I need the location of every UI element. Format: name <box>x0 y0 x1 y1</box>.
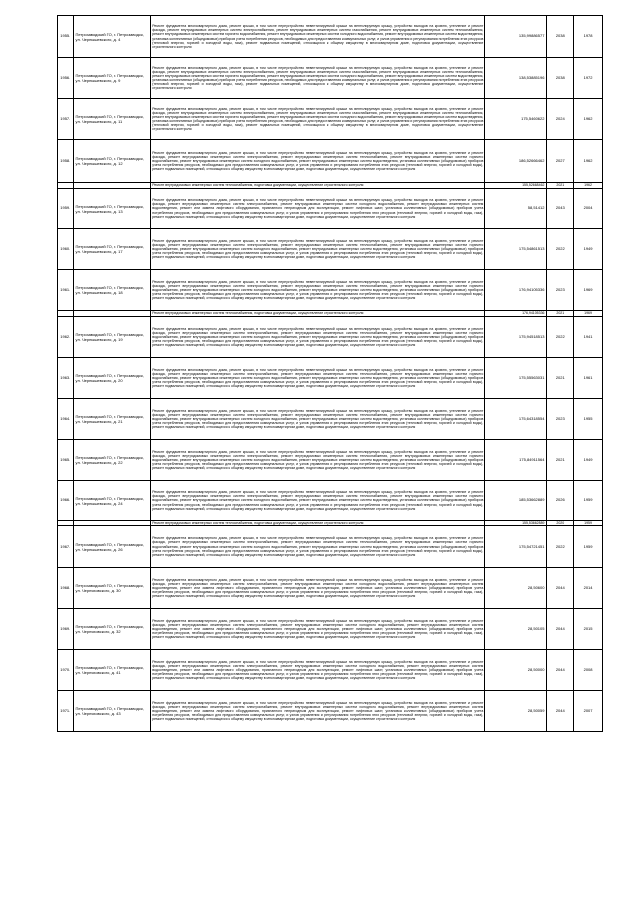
table-row <box>58 58 603 99</box>
table-row <box>58 140 603 183</box>
build-year-cell: 1955 <box>574 399 603 440</box>
work-types-cell: Ремонт фундамента многоквартирного дома, ремонт крыши, в том числе переустройство невентилируемой крыши на вентилируемую крышу, устройство выходов на кровлю, утепление и ремонт фасада, ремонт внутридомовых инженерных систем электроснабжения, ремонт внутридомовых инженерных систем газоснабжения, ремонт внутридомовых инженерных систем теплоснабжения, ремонт внутридомовых инженерных систем горячего водоснабжения, ремонт внутридомовых инженерных систем холодного водоснабжения, ремонт внутридомовых инженерных систем водоотведения, установка коллективных (общедомовых) приборов учета потребления ресурсов, необходимых для предоставления коммунальных услуг, и узлов управления и регулирования потребления этих ресурсов (тепловой энергии, горячей и холодной воды, газа), ремонт подвальных помещений, относящихся к общему имуществу в многоквартирном доме, подготовка документации, осуществление строительного контроля <box>151 99 485 140</box>
row-number-cell: 1967. <box>58 526 74 568</box>
address-cell: Петрозаводский ГО, г. Петрозаводск, ул. Чернышевского, д. 24 <box>73 481 151 521</box>
planned-year-cell: 2021 <box>547 440 574 481</box>
table-row <box>58 317 603 358</box>
planned-year-cell: 2044 <box>547 609 574 650</box>
row-number-cell: 1966. <box>58 481 74 521</box>
row-number-cell: 1959. <box>58 189 74 229</box>
planned-year-cell: 2026 <box>547 481 574 521</box>
address-cell: Петрозаводский ГО, г. Петрозаводск, ул. Чернышевского, д. 11 <box>73 99 151 140</box>
work-types-cell: Ремонт фундамента многоквартирного дома, ремонт крыши, в том числе переустройство невентилируемой крыши на вентилируемую крышу, устройство выходов на кровлю, утепление и ремонт фасада, ремонт внутридомовых инженерных систем электроснабжения, ремонт внутридомовых инженерных систем теплоснабжения, ремонт внутридомовых инженерных систем горячего водоснабжения, ремонт внутридомовых инженерных систем холодного водоснабжения, ремонт внутридомовых инженерных систем водоотведения, установка коллективных (общедомовых) приборов учета потребления ресурсов, необходимых для предоставления коммунальных услуг, и узлов управления и регулирования потребления этих ресурсов (тепловой энергии, горячей и холодной воды), ремонт подвальных помещений, относящихся к общему имуществу в многоквартирном доме, подготовка документации, осуществление строительного контроля <box>151 229 485 270</box>
row-number-cell: 1958. <box>58 140 74 183</box>
row-number-cell: 1963. <box>58 358 74 399</box>
cost-cell: 175,55563031 <box>485 358 547 399</box>
row-number-cell: 1962. <box>58 317 74 358</box>
build-year-cell: 1962 <box>574 183 603 189</box>
row-number-cell: 1960. <box>58 229 74 270</box>
build-year-cell: 1949 <box>574 440 603 481</box>
work-types-cell: Ремонт фундамента многоквартирного дома, ремонт крыши, в том числе переустройство невентилируемой крыши на вентилируемую крышу, устройство выходов на кровлю, утепление и ремонт фасада, ремонт внутридомовых инженерных систем электроснабжения, ремонт внутридомовых инженерных систем теплоснабжения, ремонт внутридомовых инженерных систем горячего водоснабжения, ремонт внутридомовых инженерных систем холодного водоснабжения, ремонт внутридомовых инженерных систем водоотведения, установка коллективных (общедомовых) приборов учета потребления ресурсов, необходимых для предоставления коммунальных услуг, и узлов управления и регулирования потребления этих ресурсов (тепловой энергии, горячей и холодной воды), ремонт подвальных помещений, относящихся к общему имуществу в многоквартирном доме, подготовка документации, осуществление строительного контроля <box>151 481 485 521</box>
work-types-cell: Ремонт внутридомовых инженерных систем теплоснабжения, подготовка документации, осуществление строительного контроля <box>151 183 485 189</box>
planned-year-cell: 2043 <box>547 189 574 229</box>
table-row <box>58 568 603 609</box>
row-number-cell: 1964. <box>58 399 74 440</box>
address-cell: Петрозаводский ГО, г. Петрозаводск, ул. Черняховского, д. 41 <box>73 650 151 691</box>
work-types-cell: Ремонт фундамента многоквартирного дома, ремонт крыши, в том числе переустройство невентилируемой крыши на вентилируемую крышу, устройство выходов на кровлю, утепление и ремонт фасада, ремонт внутридомовых инженерных систем электроснабжения, ремонт внутридомовых инженерных систем теплоснабжения, ремонт внутридомовых инженерных систем горячего водоснабжения, ремонт внутридомовых инженерных систем холодного водоснабжения, ремонт внутридомовых инженерных систем водоотведения, установка коллективных (общедомовых) приборов учета потребления ресурсов, необходимых для предоставления коммунальных услуг, и узлов управления и регулирования потребления этих ресурсов (тепловой энергии, горячей и холодной воды), ремонт подвальных помещений, относящихся к общему имуществу в многоквартирном доме, подготовка документации, осуществление строительного контроля <box>151 317 485 358</box>
table-row <box>58 358 603 399</box>
build-year-cell: 1959 <box>574 521 603 526</box>
row-number-cell: 1955. <box>58 16 74 58</box>
address-cell: Петрозаводский ГО, г. Петрозаводск, ул. Чернышевского, д. 13 <box>73 189 151 229</box>
work-types-cell: Ремонт фундамента многоквартирного дома, ремонт крыши, в том числе переустройство невентилируемой крыши на вентилируемую крышу, устройство выходов на кровлю, утепление и ремонт фасада, ремонт внутридомовых инженерных систем электроснабжения, ремонт внутридомовых инженерных систем холодного водоснабжения, ремонт внутридомовых инженерных систем водоотведения, ремонт или замена лифтового оборудования, признанного непригодным для эксплуатации, ремонт лифтовых шахт, установка коллективных (общедомовых) приборов учета потребления ресурсов, необходимых для предоставления коммунальных услуг, и узлов управления и регулирования потребления этих ресурсов (тепловой энергии, горячей и холодной воды, газа), ремонт подвальных помещений, относящихся к общему имуществу в многоквартирном доме, подготовка документации, осуществление строительного контроля <box>151 568 485 609</box>
table-row <box>58 691 603 732</box>
build-year-cell: 1949 <box>574 229 603 270</box>
address-cell: Петрозаводский ГО, г. Петрозаводск, ул. Чернышевского, д. 12 <box>73 140 151 183</box>
table-row <box>58 229 603 270</box>
planned-year-cell: 2021 <box>547 183 574 189</box>
build-year-cell: 1969 <box>574 270 603 311</box>
address-cell: Петрозаводский ГО, г. Петрозаводск, ул. Чернышевского, д. 21 <box>73 399 151 440</box>
cost-cell: 175,5460622 <box>485 99 547 140</box>
build-year-cell: 2014 <box>574 568 603 609</box>
address-cell: Петрозаводский ГО, г. Петрозаводск, ул. Чернышевского, д. 26 <box>73 526 151 568</box>
build-year-cell: 2008 <box>574 650 603 691</box>
table-row <box>58 399 603 440</box>
work-types-cell: Ремонт фундамента многоквартирного дома, ремонт крыши, в том числе переустройство невентилируемой крыши на вентилируемую крышу, устройство выходов на кровлю, утепление и ремонт фасада, ремонт внутридомовых инженерных систем электроснабжения, ремонт внутридомовых инженерных систем теплоснабжения, ремонт внутридомовых инженерных систем горячего водоснабжения, ремонт внутридомовых инженерных систем холодного водоснабжения, ремонт внутридомовых инженерных систем водоотведения, установка коллективных (общедомовых) приборов учета потребления ресурсов, необходимых для предоставления коммунальных услуг, и узлов управления и регулирования потребления этих ресурсов (тепловой энергии, горячей и холодной воды), ремонт подвальных помещений, относящихся к общему имуществу в многоквартирном доме, подготовка документации, осуществление строительного контроля <box>151 440 485 481</box>
work-types-cell: Ремонт внутридомовых инженерных систем теплоснабжения, подготовка документации, осуществление строительного контроля <box>151 521 485 526</box>
address-cell: Петрозаводский ГО, г. Петрозаводск, ул. Чернышевского, д. 20 <box>73 358 151 399</box>
table-row <box>58 440 603 481</box>
planned-year-cell: 2038 <box>547 16 574 58</box>
cost-cell: 138,53885196 <box>485 58 547 99</box>
planned-year-cell: 2021 <box>547 311 574 317</box>
planned-year-cell: 2023 <box>547 270 574 311</box>
build-year-cell: 2015 <box>574 609 603 650</box>
planned-year-cell: 2038 <box>547 58 574 99</box>
row-number-cell: 1956. <box>58 58 74 99</box>
work-types-cell: Ремонт фундамента многоквартирного дома, ремонт крыши, в том числе переустройство невентилируемой крыши на вентилируемую крышу, устройство выходов на кровлю, утепление и ремонт фасада, ремонт внутридомовых инженерных систем электроснабжения, ремонт внутридомовых инженерных систем холодного водоснабжения, ремонт внутридомовых инженерных систем водоотведения, ремонт или замена лифтового оборудования, признанного непригодным для эксплуатации, ремонт лифтовых шахт, установка коллективных (общедомовых) приборов учета потребления ресурсов, необходимых для предоставления коммунальных услуг, и узлов управления и регулирования потребления этих ресурсов (тепловой энергии, горячей и холодной воды, газа), ремонт подвальных помещений, относящихся к общему имуществу в многоквартирном доме, подготовка документации, осуществление строительного контроля <box>151 691 485 732</box>
row-number-cell: 1969. <box>58 609 74 650</box>
build-year-cell: 1959 <box>574 481 603 521</box>
work-types-cell: Ремонт фундамента многоквартирного дома, ремонт крыши, в том числе переустройство невентилируемой крыши на вентилируемую крышу, устройство выходов на кровлю, утепление и ремонт фасада, ремонт внутридомовых инженерных систем электроснабжения, ремонт внутридомовых инженерных систем теплоснабжения, ремонт внутридомовых инженерных систем горячего водоснабжения, ремонт внутридомовых инженерных систем холодного водоснабжения, ремонт внутридомовых инженерных систем водоотведения, установка коллективных (общедомовых) приборов учета потребления ресурсов, необходимых для предоставления коммунальных услуг, и узлов управления и регулирования потребления этих ресурсов (тепловой энергии, горячей и холодной воды), ремонт подвальных помещений, относящихся к общему имуществу в многоквартирном доме, подготовка документации, осуществление строительного контроля <box>151 399 485 440</box>
planned-year-cell: 2044 <box>547 691 574 732</box>
cost-cell: 175,94518513 <box>485 317 547 358</box>
row-number-cell: 1970. <box>58 650 74 691</box>
planned-year-cell: 2020 <box>547 521 574 526</box>
address-cell: Петрозаводский ГО, г. Петрозаводск, ул. Чернышевского, д. 22 <box>73 440 151 481</box>
row-number-cell: 1957. <box>58 99 74 140</box>
build-year-cell: 1969 <box>574 311 603 317</box>
work-types-cell: Ремонт фундамента многоквартирного дома, ремонт крыши, в том числе переустройство невентилируемой крыши на вентилируемую крышу, устройство выходов на кровлю, утепление и ремонт фасада, ремонт внутридомовых инженерных систем электроснабжения, ремонт внутридомовых инженерных систем теплоснабжения, ремонт внутридомовых инженерных систем горячего водоснабжения, ремонт внутридомовых инженерных систем холодного водоснабжения, ремонт внутридомовых инженерных систем водоотведения, установка коллективных (общедомовых) приборов учета потребления ресурсов, необходимых для предоставления коммунальных услуг, и узлов управления и регулирования потребления этих ресурсов (тепловой энергии, горячей и холодной воды), ремонт подвальных помещений, относящихся к общему имуществу в многоквартирном доме, подготовка документации, осуществление строительного контроля <box>151 270 485 311</box>
planned-year-cell: 2022 <box>547 229 574 270</box>
planned-year-cell: 2044 <box>547 568 574 609</box>
cost-cell: 185,53662889 <box>485 481 547 521</box>
planned-year-cell: 2044 <box>547 650 574 691</box>
planned-year-cell: 2023 <box>547 399 574 440</box>
build-year-cell: 1978 <box>574 16 603 58</box>
cost-cell: 155,53662889 <box>485 521 547 526</box>
work-types-cell: Ремонт фундамента многоквартирного дома, ремонт крыши, в том числе переустройство невентилируемой крыши на вентилируемую крышу, устройство выходов на кровлю, утепление и ремонт фасада, ремонт внутридомовых инженерных систем электроснабжения, ремонт внутридомовых инженерных систем холодного водоснабжения, ремонт внутридомовых инженерных систем водоотведения, ремонт или замена лифтового оборудования, признанного непригодным для эксплуатации, ремонт лифтовых шахт, установка коллективных (общедомовых) приборов учета потребления ресурсов, необходимых для предоставления коммунальных услуг, и узлов управления и регулирования потребления этих ресурсов (тепловой энергии, горячей и холодной воды, газа), ремонт подвальных помещений, относящихся к общему имуществу в многоквартирном доме, подготовка документации, осуществление строительного контроля <box>151 189 485 229</box>
planned-year-cell: 2022 <box>547 317 574 358</box>
work-types-cell: Ремонт внутридомовых инженерных систем теплоснабжения, подготовка документации, осуществление строительного контроля <box>151 311 485 317</box>
address-cell: Петрозаводский ГО, г. Петрозаводск, ул. Черняховского, д. 32 <box>73 609 151 650</box>
cost-cell: 28,50600 <box>485 568 547 609</box>
build-year-cell: 2004 <box>574 189 603 229</box>
cost-cell: 28,50000 <box>485 650 547 691</box>
cost-cell: 28,50059 <box>485 691 547 732</box>
table-row <box>58 526 603 568</box>
build-year-cell: 2007 <box>574 691 603 732</box>
planned-year-cell: 2022 <box>547 526 574 568</box>
build-year-cell: 1972 <box>574 58 603 99</box>
work-types-cell: Ремонт фундамента многоквартирного дома, ремонт крыши, в том числе переустройство невентилируемой крыши на вентилируемую крышу, устройство выходов на кровлю, утепление и ремонт фасада, ремонт внутридомовых инженерных систем электроснабжения, ремонт внутридомовых инженерных систем теплоснабжения, ремонт внутридомовых инженерных систем горячего водоснабжения, ремонт внутридомовых инженерных систем холодного водоснабжения, ремонт внутридомовых инженерных систем водоотведения, установка коллективных (общедомовых) приборов учета потребления ресурсов, необходимых для предоставления коммунальных услуг, и узлов управления и регулирования потребления этих ресурсов (тепловой энергии, горячей и холодной воды), ремонт подвальных помещений, относящихся к общему имуществу в многоквартирном доме, подготовка документации, осуществление строительного контроля <box>151 526 485 568</box>
cost-cell: 155,52668462 <box>485 183 547 189</box>
address-cell: Петрозаводский ГО, г. Петрозаводск, ул. Чернышевского, д. 4 <box>73 16 151 58</box>
table-row <box>58 609 603 650</box>
table-row <box>58 481 603 521</box>
cost-cell: 176,94105336 <box>485 270 547 311</box>
cost-cell: 175,54721451 <box>485 526 547 568</box>
cost-cell: 175,64318554 <box>485 399 547 440</box>
cost-cell: 58,51412 <box>485 189 547 229</box>
row-number-cell: 1965. <box>58 440 74 481</box>
work-types-cell: Ремонт фундамента многоквартирного дома, ремонт крыши, в том числе переустройство невентилируемой крыши на вентилируемую крышу, устройство выходов на кровлю, утепление и ремонт фасада, ремонт внутридомовых инженерных систем электроснабжения, ремонт внутридомовых инженерных систем холодного водоснабжения, ремонт внутридомовых инженерных систем водоотведения, ремонт или замена лифтового оборудования, признанного непригодным для эксплуатации, ремонт лифтовых шахт, установка коллективных (общедомовых) приборов учета потребления ресурсов, необходимых для предоставления коммунальных услуг, и узлов управления и регулирования потребления этих ресурсов (тепловой энергии, горячей и холодной воды, газа), ремонт подвальных помещений, относящихся к общему имуществу в многоквартирном доме, подготовка документации, осуществление строительного контроля <box>151 609 485 650</box>
address-cell: Петрозаводский ГО, г. Петрозаводск, ул. Черняховского, д. 43 <box>73 691 151 732</box>
address-cell: Петрозаводский ГО, г. Петрозаводск, ул. Чернышевского, д. 18 <box>73 270 151 311</box>
table-row <box>58 270 603 311</box>
cost-cell: 135,99886577 <box>485 16 547 58</box>
capital-repair-register-table <box>57 15 603 732</box>
build-year-cell: 1962 <box>574 99 603 140</box>
planned-year-cell: 2024 <box>547 99 574 140</box>
work-types-cell: Ремонт фундамента многоквартирного дома, ремонт крыши, в том числе переустройство невентилируемой крыши на вентилируемую крышу, устройство выходов на кровлю, утепление и ремонт фасада, ремонт внутридомовых инженерных систем электроснабжения, ремонт внутридомовых инженерных систем газоснабжения, ремонт внутридомовых инженерных систем теплоснабжения, ремонт внутридомовых инженерных систем горячего водоснабжения, ремонт внутридомовых инженерных систем холодного водоснабжения, ремонт внутридомовых инженерных систем водоотведения, установка коллективных (общедомовых) приборов учета потребления ресурсов, необходимых для предоставления коммунальных услуг, и узлов управления и регулирования потребления этих ресурсов (тепловой энергии, горячей и холодной воды, газа), ремонт подвальных помещений, относящихся к общему имуществу в многоквартирном доме, подготовка документации, осуществление строительного контроля <box>151 58 485 99</box>
row-number-cell: 1961. <box>58 270 74 311</box>
row-number-cell: 1971. <box>58 691 74 732</box>
work-types-cell: Ремонт фундамента многоквартирного дома, ремонт крыши, в том числе переустройство невентилируемой крыши на вентилируемую крышу, устройство выходов на кровлю, утепление и ремонт фасада, ремонт внутридомовых инженерных систем электроснабжения, ремонт внутридомовых инженерных систем теплоснабжения, ремонт внутридомовых инженерных систем горячего водоснабжения, ремонт внутридомовых инженерных систем холодного водоснабжения, ремонт внутридомовых инженерных систем водоотведения, установка коллективных (общедомовых) приборов учета потребления ресурсов, необходимых для предоставления коммунальных услуг, и узлов управления и регулирования потребления этих ресурсов (тепловой энергии, горячей и холодной воды), ремонт подвальных помещений, относящихся к общему имуществу в многоквартирном доме, подготовка документации, осуществление строительного контроля <box>151 358 485 399</box>
planned-year-cell: 2021 <box>547 358 574 399</box>
work-types-cell: Ремонт фундамента многоквартирного дома, ремонт крыши, в том числе переустройство невентилируемой крыши на вентилируемую крышу, устройство выходов на кровлю, утепление и ремонт фасада, ремонт внутридомовых инженерных систем электроснабжения, ремонт внутридомовых инженерных систем холодного водоснабжения, ремонт внутридомовых инженерных систем водоотведения, ремонт или замена лифтового оборудования, признанного непригодным для эксплуатации, ремонт лифтовых шахт, установка коллективных (общедомовых) приборов учета потребления ресурсов, необходимых для предоставления коммунальных услуг, и узлов управления и регулирования потребления этих ресурсов (тепловой энергии, горячей и холодной воды, газа), ремонт подвальных помещений, относящихся к общему имуществу в многоквартирном доме, подготовка документации, осуществление строительного контроля <box>151 650 485 691</box>
table-row <box>58 189 603 229</box>
work-types-cell: Ремонт фундамента многоквартирного дома, ремонт крыши, в том числе переустройство невентилируемой крыши на вентилируемую крышу, устройство выходов на кровлю, утепление и ремонт фасада, ремонт внутридомовых инженерных систем электроснабжения, ремонт внутридомовых инженерных систем газоснабжения, ремонт внутридомовых инженерных систем теплоснабжения, ремонт внутридомовых инженерных систем горячего водоснабжения, ремонт внутридомовых инженерных систем холодного водоснабжения, ремонт внутридомовых инженерных систем водоотведения, установка коллективных (общедомовых) приборов учета потребления ресурсов, необходимых для предоставления коммунальных услуг, и узлов управления и регулирования потребления этих ресурсов (тепловой энергии, горячей и холодной воды, газа), ремонт подвальных помещений, относящихся к общему имуществу в многоквартирном доме, подготовка документации, осуществление строительного контроля <box>151 16 485 58</box>
address-cell: Петрозаводский ГО, г. Петрозаводск, ул. Чернышевского, д. 9 <box>73 58 151 99</box>
row-number-cell: 1968. <box>58 568 74 609</box>
table-row <box>58 650 603 691</box>
build-year-cell: 1941 <box>574 317 603 358</box>
address-cell: Петрозаводский ГО, г. Петрозаводск, ул. Черняховского, д. 30 <box>73 568 151 609</box>
planned-year-cell: 2027 <box>547 140 574 183</box>
address-cell: Петрозаводский ГО, г. Петрозаводск, ул. Чернышевского, д. 17 <box>73 229 151 270</box>
build-year-cell: 1959 <box>574 526 603 568</box>
cost-cell: 175,84911564 <box>485 440 547 481</box>
build-year-cell: 1962 <box>574 140 603 183</box>
cost-cell: 175,54861513 <box>485 229 547 270</box>
cost-cell: 28,50105 <box>485 609 547 650</box>
build-year-cell: 1961 <box>574 358 603 399</box>
work-types-cell: Ремонт фундамента многоквартирного дома, ремонт крыши, в том числе переустройство невентилируемой крыши на вентилируемую крышу, устройство выходов на кровлю, утепление и ремонт фасада, ремонт внутридомовых инженерных систем электроснабжения, ремонт внутридомовых инженерных систем теплоснабжения, ремонт внутридомовых инженерных систем горячего водоснабжения, ремонт внутридомовых инженерных систем холодного водоснабжения, ремонт внутридомовых инженерных систем водоотведения, установка коллективных (общедомовых) приборов учета потребления ресурсов, необходимых для предоставления коммунальных услуг, и узлов управления и регулирования потребления этих ресурсов (тепловой энергии, горячей и холодной воды), ремонт подвальных помещений, относящихся к общему имуществу в многоквартирном доме, подготовка документации, осуществление строительного контроля <box>151 140 485 183</box>
cost-cell: 186,52666462 <box>485 140 547 183</box>
table-row <box>58 16 603 58</box>
table-row <box>58 99 603 140</box>
address-cell: Петрозаводский ГО, г. Петрозаводск, ул. Чернышевского, д. 19 <box>73 317 151 358</box>
register-table-body <box>58 16 603 732</box>
cost-cell: 176,94105336 <box>485 311 547 317</box>
